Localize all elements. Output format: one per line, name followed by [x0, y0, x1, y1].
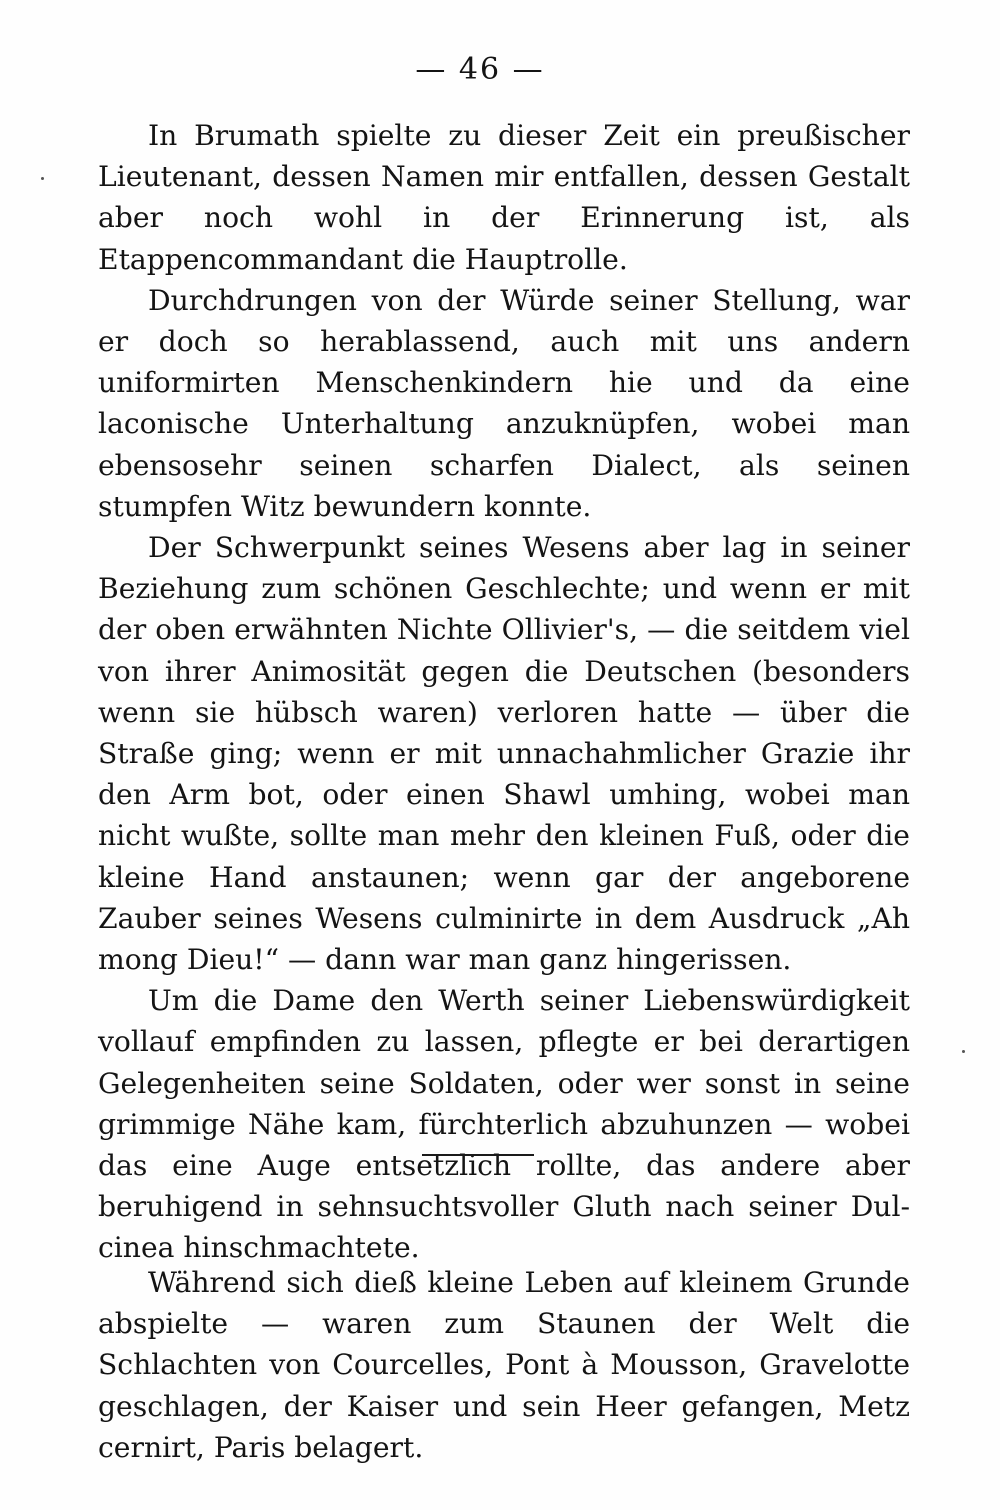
paragraph-dignity-of-position: Durchdrungen von der Würde seiner Stellung, war er doch so herablassend, auch mit uns andern uniformirten Menschenkindern hie und da eine laconische Unterhaltung anzuknüpfen, wobei man ebensosehr seinen scharfen Dialect, als seinen stumpfen Witz bewundern konnte. — [98, 283, 910, 523]
print-speck — [41, 177, 44, 180]
paragraph-battles: Während sich dieß kleine Leben auf kleinem Grunde abspielte — waren zum Staunen der Welt die Schlachten von Courcelles, Pont à Mousson, Gravelotte geschlagen, der Kaiser und sein Heer gefangen, Metz cernirt, Paris belagert. — [98, 1266, 910, 1464]
paragraph-fair-sex: Der Schwerpunkt seines Wesens aber lag in seiner Beziehung zum schönen Geschlechte; und wenn er mit der oben erwähnten Nichte Ollivier's, — die seitdem viel von ihrer Animosität gegen die Deutschen (besonders wenn sie hübsch waren) verloren hatte — über die Straße ging; wenn er mit unnachahmlicher Grazie ihr den Arm bot, oder einen Shawl umhing, wobei man nicht wußte, sollte man mehr den kleinen Fuß, oder die kleine Hand anstaunen; wenn gar der angeborene Zauber seines Wesens culminirte in dem Ausdruck „Ah mong Dieu!“ — dann war man ganz hingerissen. — [98, 531, 910, 977]
section-divider — [422, 1154, 534, 1156]
page-number: — 46 — — [415, 52, 545, 87]
main-text-block — [98, 115, 910, 1269]
paragraph-brumath-lieutenant: In Brumath spielte zu dieser Zeit ein preußischer Lieutenant, dessen Namen mir entfallen, dessen Gestalt aber noch wohl in der Erinnerung ist, als Etappencommandant die Hauptrolle. — [98, 119, 910, 276]
paragraph-lady-and-soldiers: Um die Dame den Werth seiner Liebenswürdigkeit vollauf empfinden zu lassen, pflegte er bei derartigen Gelegenheiten seine Soldaten, oder wer sonst in seine grimmige Nähe kam, fürchterlich abzuhunzen — wobei das eine Auge entsetzlich rollte, das andere aber beruhigend in sehnsuchtsvoller Gluth nach seiner Dulcinea hinschmachtete. — [98, 984, 910, 1265]
print-speck — [962, 1050, 965, 1053]
closing-text-block — [98, 1262, 910, 1468]
